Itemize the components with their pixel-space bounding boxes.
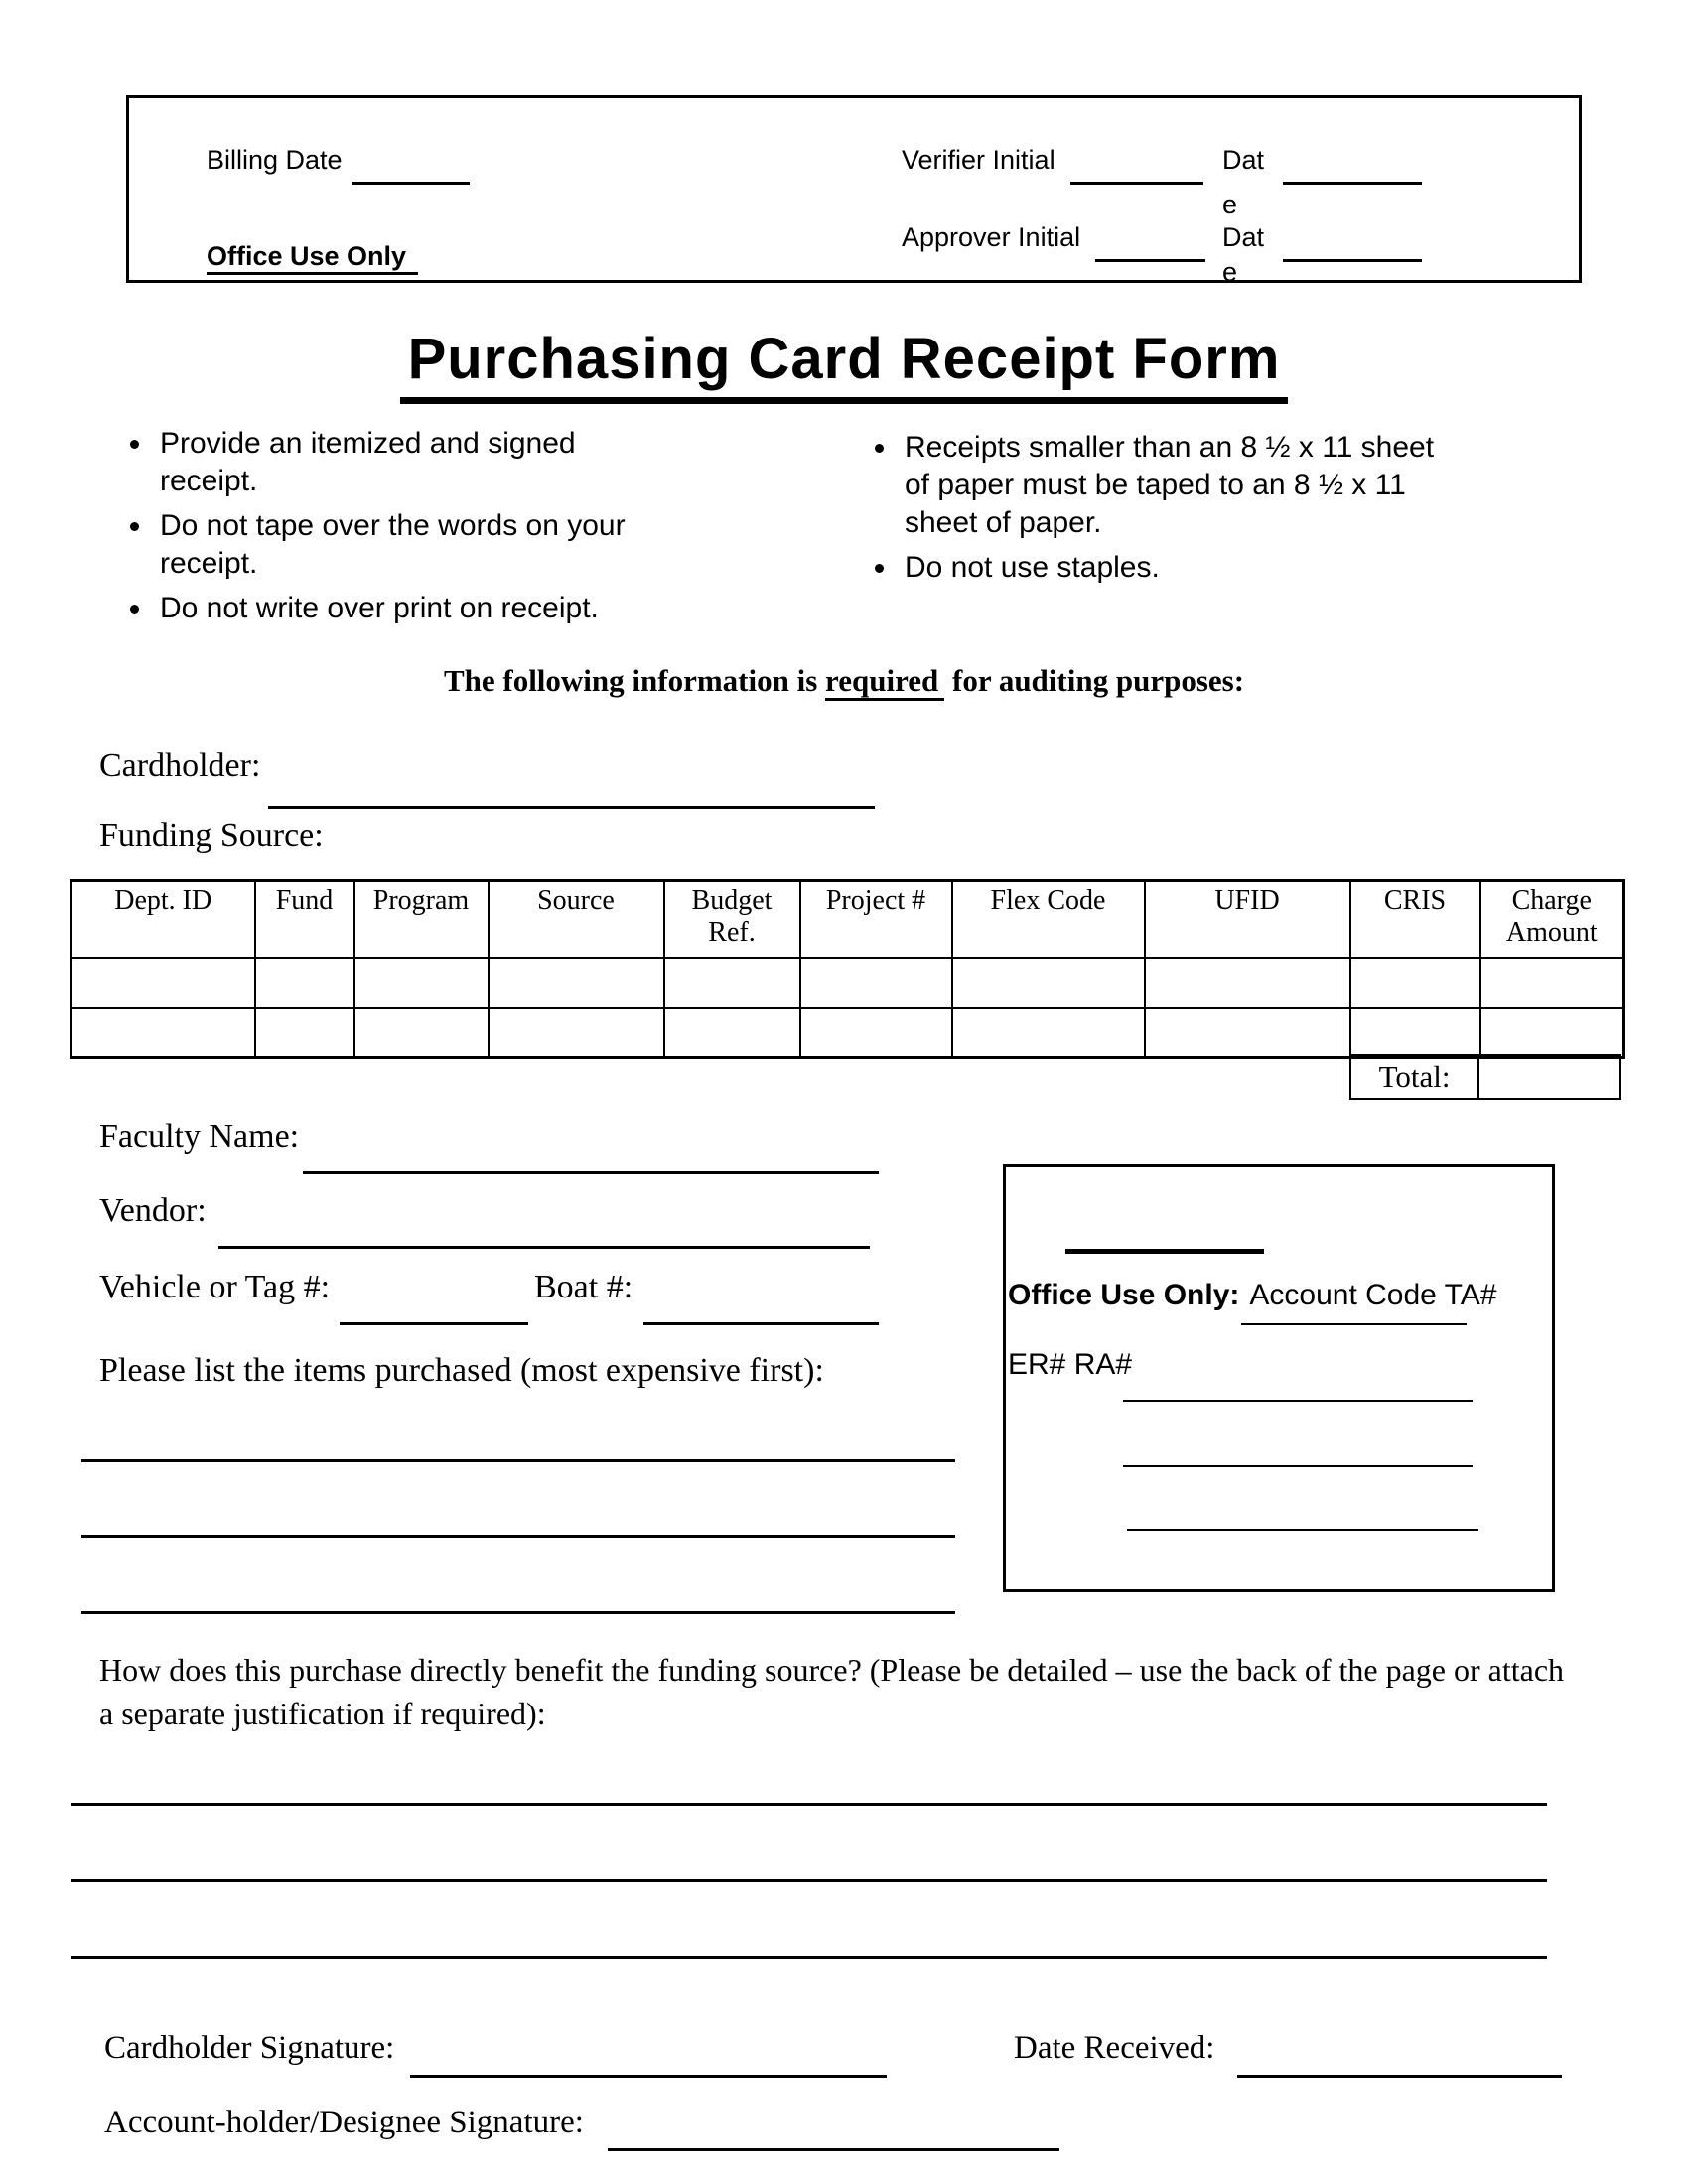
office-use-heading bbox=[1008, 1279, 1496, 1312]
approver-date-line bbox=[1283, 259, 1422, 262]
table-cell bbox=[664, 958, 800, 1008]
cardholder-signature-label: Cardholder Signature: bbox=[104, 2030, 395, 2066]
table-cell bbox=[664, 1008, 800, 1058]
required-note-suffix: for auditing purposes: bbox=[944, 663, 1245, 698]
verifier-date-label-part1: Dat bbox=[1222, 145, 1265, 175]
justification-line-3 bbox=[71, 1956, 1547, 1959]
date-received-line bbox=[1237, 2075, 1562, 2078]
total-label-cell bbox=[1349, 1054, 1479, 1100]
justification-line-1 bbox=[71, 1803, 1547, 1806]
instructions-left-list bbox=[104, 425, 655, 634]
instructions-right-list bbox=[849, 429, 1455, 594]
total-label: Total: bbox=[1378, 1059, 1451, 1094]
total-row bbox=[1349, 1054, 1621, 1100]
column-header: Budget Ref. bbox=[664, 881, 800, 959]
office-use-box bbox=[1003, 1164, 1555, 1592]
office-use-top-line bbox=[1065, 1249, 1264, 1254]
verifier-date-label-part2: e bbox=[1222, 190, 1238, 219]
verifier-initial-line bbox=[1070, 182, 1203, 185]
billing-date-line bbox=[352, 182, 470, 185]
faculty-name-label: Faculty Name: bbox=[99, 1118, 300, 1155]
table-cell bbox=[489, 1008, 664, 1058]
table-row bbox=[71, 1008, 1624, 1058]
cardholder-label: Cardholder: bbox=[99, 748, 261, 784]
table-header-row bbox=[71, 881, 1624, 959]
column-header: Charge Amount bbox=[1480, 881, 1624, 959]
boat-label: Boat #: bbox=[534, 1269, 633, 1305]
table-cell bbox=[1145, 1008, 1350, 1058]
page-title bbox=[0, 326, 1688, 404]
column-header: Flex Code bbox=[952, 881, 1145, 959]
billing-date-label: Billing Date bbox=[207, 145, 343, 175]
approver-initial-line bbox=[1095, 259, 1205, 262]
total-amount-cell bbox=[1479, 1054, 1621, 1100]
approver-date-label-part1: Dat bbox=[1222, 222, 1265, 252]
office-use-blank-line-3 bbox=[1127, 1529, 1478, 1531]
cardholder-line bbox=[268, 806, 875, 809]
list-item: • Provide an itemized and signed receipt. bbox=[154, 425, 655, 500]
account-holder-signature-line bbox=[608, 2148, 1059, 2151]
faculty-name-line bbox=[303, 1171, 879, 1174]
column-header: Project # bbox=[800, 881, 952, 959]
required-note-underlined-word: required bbox=[825, 663, 944, 701]
items-line-2 bbox=[81, 1535, 955, 1538]
column-header: CRIS bbox=[1350, 881, 1480, 959]
justification-label: How does this purchase directly benefit the funding source? (Please be detailed – use the back of the page or attach a separate justification if required): bbox=[99, 1652, 1565, 1732]
er-ra-line bbox=[1123, 1400, 1473, 1402]
table-cell bbox=[952, 1008, 1145, 1058]
list-item: • Do not tape over the words on your receipt. bbox=[154, 507, 655, 583]
office-use-blank-line-2 bbox=[1123, 1465, 1473, 1467]
items-line-3 bbox=[81, 1611, 955, 1614]
table-cell bbox=[1350, 1008, 1480, 1058]
table-cell bbox=[255, 1008, 354, 1058]
table-cell bbox=[1480, 1008, 1624, 1058]
table-cell bbox=[1480, 958, 1624, 1008]
vendor-line bbox=[218, 1246, 870, 1249]
column-header: Fund bbox=[255, 881, 354, 959]
account-holder-signature-label: Account-holder/Designee Signature: bbox=[104, 2105, 584, 2140]
required-note bbox=[0, 663, 1688, 699]
approver-initial-label: Approver Initial bbox=[902, 222, 1081, 252]
account-code-label: Account Code TA# bbox=[1249, 1279, 1497, 1311]
column-header: Source bbox=[489, 881, 664, 959]
table-cell bbox=[489, 958, 664, 1008]
top-office-use-only-label: Office Use Only bbox=[207, 241, 418, 275]
items-line-1 bbox=[81, 1459, 955, 1462]
table-cell bbox=[71, 958, 255, 1008]
justification-line-2 bbox=[71, 1879, 1547, 1882]
approver-date-label-part2: e bbox=[1222, 257, 1238, 287]
date-received-label: Date Received: bbox=[1014, 2030, 1215, 2066]
table-cell bbox=[1145, 958, 1350, 1008]
page-title-text: Purchasing Card Receipt Form bbox=[400, 326, 1289, 404]
list-item: • Receipts smaller than an 8 ½ x 11 sheet of paper must be taped to an 8 ½ x 11 sheet of paper. bbox=[899, 429, 1455, 542]
boat-line bbox=[643, 1322, 879, 1325]
table-cell bbox=[255, 958, 354, 1008]
table-cell bbox=[71, 1008, 255, 1058]
vehicle-or-tag-label: Vehicle or Tag #: bbox=[99, 1269, 331, 1305]
vehicle-or-tag-line bbox=[340, 1322, 528, 1325]
cardholder-signature-line bbox=[410, 2075, 887, 2078]
column-header: Program bbox=[354, 881, 489, 959]
table-row bbox=[71, 958, 1624, 1008]
er-ra-label: ER# RA# bbox=[1008, 1348, 1133, 1381]
column-header: UFID bbox=[1145, 881, 1350, 959]
required-note-prefix: The following information is bbox=[443, 663, 826, 698]
column-header: Dept. ID bbox=[71, 881, 255, 959]
top-office-use-box bbox=[126, 95, 1582, 287]
office-use-only-label: Office Use Only: bbox=[1008, 1279, 1240, 1311]
table-cell bbox=[952, 958, 1145, 1008]
funding-source-table bbox=[70, 879, 1625, 1059]
verifier-date-line bbox=[1283, 182, 1422, 185]
list-item: • Do not use staples. bbox=[899, 549, 1455, 587]
funding-source-label: Funding Source: bbox=[99, 817, 324, 854]
verifier-initial-label: Verifier Initial bbox=[902, 145, 1055, 175]
list-item: • Do not write over print on receipt. bbox=[154, 590, 655, 627]
vendor-label: Vendor: bbox=[99, 1192, 207, 1229]
table-cell bbox=[1350, 958, 1480, 1008]
account-code-line bbox=[1241, 1323, 1467, 1325]
table-cell bbox=[354, 958, 489, 1008]
table-cell bbox=[800, 1008, 952, 1058]
table-cell bbox=[354, 1008, 489, 1058]
table-cell bbox=[800, 958, 952, 1008]
items-purchased-label: Please list the items purchased (most expensive first): bbox=[99, 1352, 824, 1389]
